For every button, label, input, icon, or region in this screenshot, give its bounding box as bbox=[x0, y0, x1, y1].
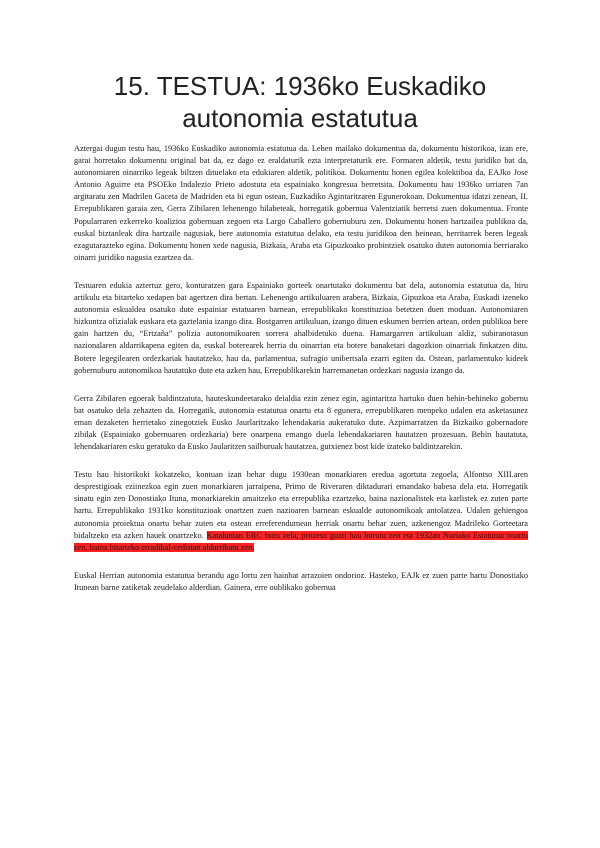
paragraph-5: Euskal Herrian autonomia estatutua berandu ago lortu zen hainbat arrazoien ondorioz. Hasteko, EAJk ez zuen parte hartu Donostiako Itunean barne zatiketak zeudelako alderdian. Gainera, erre oublikako gobernua bbox=[74, 570, 528, 592]
document-title: 15. TESTUA: 1936ko Euskadiko autonomia estatutua bbox=[113, 71, 487, 133]
document-body bbox=[74, 143, 528, 610]
paragraph-2: Testuaren edukia aztertuz gero, konturatzen gara Espainiako gorteek onartutako dokumentu bat dela, autonomia estatutua da, hiru artikulu eta bitarteko xedapen bat agertzen dira bertan. Lehenengo artikuluaren arabera, Bizkaia, Gipuzkoa eta Araba, Euskadi izeneko autonomia eskualdea osatuko dute espainiar estatuaren barnean, errepublikako konstituzioa betetzen duen moduan. Autonomiaren hizkuntza ofizialak euskara eta gaztelania izango dira. Bostgarren artikuluan, izango dituen eskumen berrien artean, orden publikoa bere gain hartzen du, “Ertzaña” polizia autonomikoaren sorrera ahalbidetuko duena. Hamargarren artikuluan aldiz, subiranotasun nazionalaren aldarrikapena egiten da, euskal boterearek herria du oinarrian eta botere banaketari dagozkion oinarriak finkatzen ditu. Botere legegilearen ordezkariak hautatzeko, hau da, parlamentua, sufragio unibertsala ezarri egiten da. Ostean, parlamentuko kideek gobernuburu autonomikoa hautatuko dute eta azken hau, Errepublikarekin harremanetan ordezkari nagusia izango da. bbox=[74, 280, 528, 375]
paragraph-3: Gerra Zibilaren egoerak baldintzatuta, hauteskundeetarako deialdia ezin zenez egin, agintaritza hartuko duen behin-behineko gobernu bat osatuko dela zehazten da. Horregatik, autonomia estatutua onartu eta 8 egunera, errepublikaren menpeko udalen eta asketasunez eman dezaketen herrietako zinegotziek Eusko Jaurlaritzako lehendakaria aukeratuko dute. Azpimarratzen da Bizkaiko gobernadore zibilak (Espainiako gobernuaren ordezkaria) bere onarpena emango duela lehendakariaren hautatzen prozesuan. Behin hautatuta, lehendakariaren esku geratuko da Eusko Jaularitzen sailburuak hautatzea, gutxienez bost kide izateko baldintzarekin. bbox=[74, 393, 528, 452]
paragraph-4 bbox=[74, 469, 528, 554]
paragraph-1: Aztergai dugun testu hau, 1936ko Euskadiko autonomia estatutua da. Lehen mailako dokumentua da, dokumentu historikoa, izan ere, garai horretako dokumentu original bat da, ez dago ez eraldaturik ezta interpretaturik ere. Formaren aldetik, testu juridiko bat da, autonomiaren oinarriko legeak biltzen dituelako eta edukiaren aldetik, politikoa. Dokumentu honen egilea kolektiboa da, EAJko Jose Antonio Aguirre eta PSOEko Indalezio Prieto adostuta eta espainiako kongresua berretsita. Dokumentu hau 1936ko urriaren 7an argitaratu zen Madrilen Gaceta de Madriden eta bi egun ostean, Euzkadiko Agintaritzaren Egunerokoan. Dokumentua idatzi zenean, II. Errepublikaren garaia zen, Gerra Zibilaren lehenengo hilabeteak, horregatik gobernua Valentziatik berretsi zuen dokumentua. Fronte Popularraren ezkerreko koalizioa gobernuan zegoen eta Largo Caballero gobernuburu zen. Dokumentu honen hartzailea publikoa da, euskal biztanleak dira hartzaile nagusiak, bere autonomia estatutua delako, eta testu juridikoa den heinean, herritarrek beren legeak ezagutarazteko egina. Dokumentu honen xede nagusia, Bizkaia, Araba eta Gipuzkoako probintziek osatuko duten autonomia berriarako oinarri juridiko nagusia ezartzea da. bbox=[74, 144, 528, 262]
highlighted-text: Katalunian ERC buru zela, prozesu guzti hau burutu zen eta 1932an Nuriako Estatutua onartu zen, baina bitarteko erradikal-cedistan aldarribatu zen. bbox=[74, 530, 528, 552]
paragraph-4-text: Testu hau historikoki kokatzeko, kontuan izan behar dugu 1930ean monarkiaren eredua agortuta zegoela, Alfontso XIII.aren desprestigioak eziinezkoa egin zuen monarkiaren jarraipena, Primo de Riveraren diktadurari emandako babesa dela eta. Horregatik sinatu egin zen Donostiako Ituna, monarkiarekin amaitzeko eta errepublika ezartzeko, baina nazionalistek eta karlistek ez zuten parte hartu. Errepublikako 1931ko konstituzioak onartzen zuen nazioaren barnean eskualde autonomikoak antolatzea. Udalen gehiengoa autonomia proiektua onartu behar zuten eta ostean erreferendumean herriak onartu behar zuen, azkenengoz Madrileko Gorteetara bidaltzeko eta azken hauek onartzeko. bbox=[74, 470, 528, 540]
